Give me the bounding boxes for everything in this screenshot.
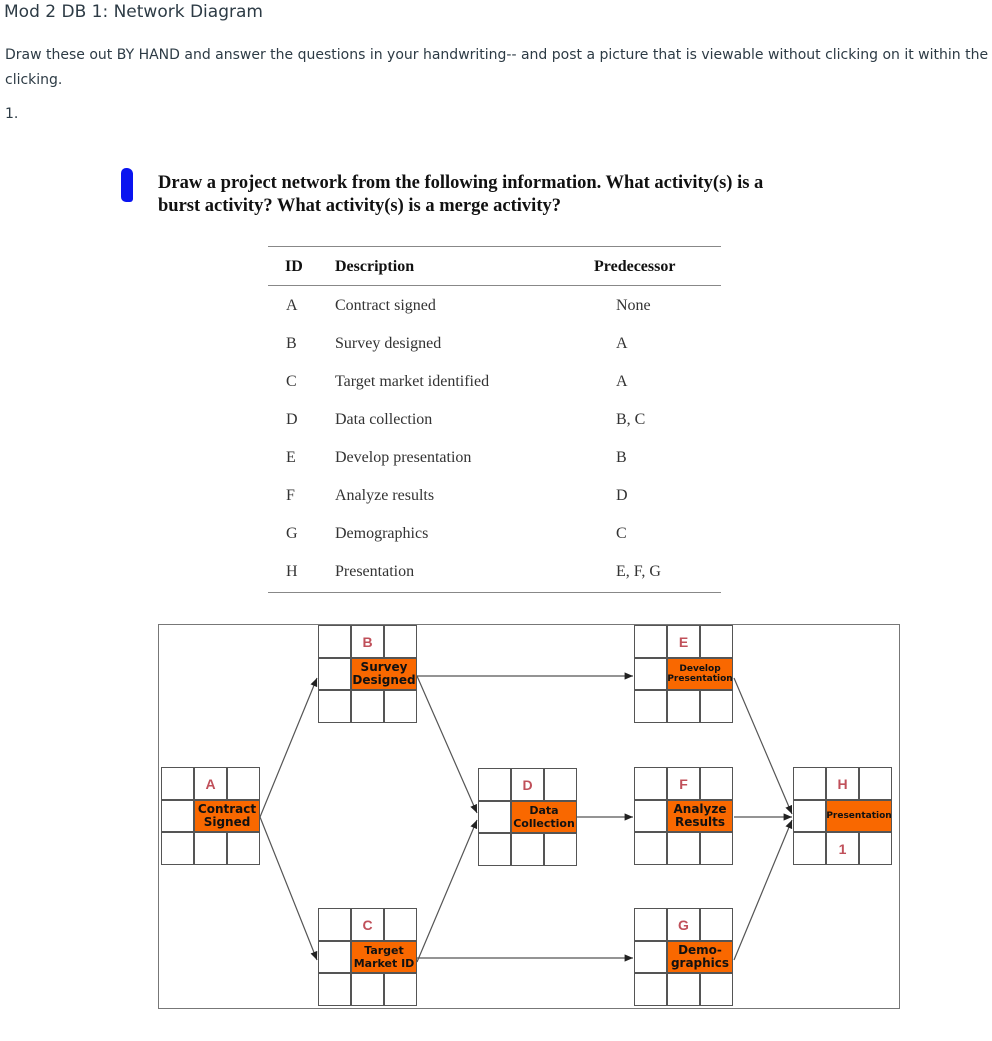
node-id-label: C bbox=[351, 908, 384, 941]
node-bottom-value bbox=[667, 973, 700, 1006]
node-cell bbox=[634, 690, 667, 723]
node-cell bbox=[793, 832, 826, 865]
node-id-label: H bbox=[826, 767, 859, 800]
node-cell bbox=[478, 833, 511, 866]
node-cell bbox=[318, 625, 351, 658]
table-cell-id: F bbox=[286, 487, 295, 504]
node-bottom-value bbox=[351, 973, 384, 1006]
node-bottom-value bbox=[351, 690, 384, 723]
arrow-c-d bbox=[417, 820, 477, 962]
table-cell-id: D bbox=[286, 411, 298, 428]
node-cell bbox=[700, 832, 733, 865]
node-cell bbox=[161, 800, 194, 832]
instructions-line-2: clicking. bbox=[5, 72, 63, 88]
node-cell bbox=[227, 767, 260, 800]
table-cell-predecessor: A bbox=[616, 373, 628, 390]
node-cell bbox=[318, 941, 351, 973]
node-cell bbox=[544, 833, 577, 866]
node-name: Contract Signed bbox=[194, 800, 260, 832]
node-cell bbox=[700, 767, 733, 800]
table-cell-id: G bbox=[286, 525, 298, 542]
table-cell-id: E bbox=[286, 449, 296, 466]
table-cell-id: B bbox=[286, 335, 297, 352]
node-id-label: E bbox=[667, 625, 700, 658]
header-description: Description bbox=[335, 258, 415, 275]
node-cell bbox=[634, 767, 667, 800]
node-cell bbox=[634, 941, 667, 973]
node-cell bbox=[227, 832, 260, 865]
node-cell bbox=[859, 767, 892, 800]
table-cell-predecessor: A bbox=[616, 335, 628, 352]
node-cell bbox=[634, 800, 667, 832]
node-cell bbox=[700, 973, 733, 1006]
node-cell bbox=[634, 658, 667, 690]
node-bottom-value: 1 bbox=[826, 832, 859, 865]
table-cell-description: Presentation bbox=[335, 563, 415, 580]
instructions-line-1: Draw these out BY HAND and answer the questions in your handwriting-- and post a picture that is viewable without clicking on it within the bbox=[5, 47, 989, 63]
activity-node-c bbox=[318, 908, 417, 1006]
node-name: Demo-graphics bbox=[667, 941, 733, 973]
node-cell bbox=[384, 908, 417, 941]
table-cell-predecessor: None bbox=[616, 297, 651, 314]
table-cell-description: Data collection bbox=[335, 411, 433, 428]
table-cell-predecessor: D bbox=[616, 487, 628, 504]
table-cell-description: Contract signed bbox=[335, 297, 436, 314]
node-cell bbox=[634, 973, 667, 1006]
node-cell bbox=[700, 908, 733, 941]
node-cell bbox=[793, 800, 826, 832]
table-cell-description: Survey designed bbox=[335, 335, 442, 352]
node-cell bbox=[859, 832, 892, 865]
node-name: Survey Designed bbox=[351, 658, 417, 690]
node-cell bbox=[478, 801, 511, 833]
node-cell bbox=[700, 690, 733, 723]
table-cell-description: Target market identified bbox=[335, 373, 490, 390]
node-bottom-value bbox=[511, 833, 544, 866]
node-id-label: A bbox=[194, 767, 227, 800]
page-title: Mod 2 DB 1: Network Diagram bbox=[4, 2, 263, 22]
header-id: ID bbox=[285, 258, 303, 275]
question-line-1: Draw a project network from the following information. What activity(s) is a bbox=[158, 173, 764, 193]
node-bottom-value bbox=[667, 832, 700, 865]
table-cell-id: A bbox=[286, 297, 298, 314]
table-cell-description: Analyze results bbox=[335, 487, 435, 504]
table-cell-predecessor: B, C bbox=[616, 411, 646, 428]
table-cell-description: Develop presentation bbox=[335, 449, 472, 466]
node-name: Develop Presentation bbox=[667, 658, 733, 690]
node-cell bbox=[318, 973, 351, 1006]
activity-node-a bbox=[161, 767, 260, 865]
table-cell-id: H bbox=[286, 563, 298, 580]
node-cell bbox=[318, 908, 351, 941]
node-cell bbox=[793, 767, 826, 800]
node-id-label: B bbox=[351, 625, 384, 658]
node-cell bbox=[544, 768, 577, 801]
node-cell bbox=[634, 832, 667, 865]
activity-node-e bbox=[634, 625, 733, 723]
arrow-b-d bbox=[417, 676, 477, 813]
node-cell bbox=[700, 625, 733, 658]
node-id-label: F bbox=[667, 767, 700, 800]
arrow-a-c bbox=[260, 817, 317, 960]
arrow-g-h bbox=[734, 820, 792, 960]
node-name: Data Collection bbox=[511, 801, 577, 833]
node-cell bbox=[384, 973, 417, 1006]
node-name: Presentation bbox=[826, 800, 892, 832]
node-id-label: D bbox=[511, 768, 544, 801]
activity-node-f bbox=[634, 767, 733, 865]
activity-node-d bbox=[478, 768, 577, 866]
question-line-2: burst activity? What activity(s) is a merge activity? bbox=[158, 196, 561, 216]
arrow-e-h bbox=[734, 678, 792, 814]
activity-node-g bbox=[634, 908, 733, 1006]
node-cell bbox=[634, 908, 667, 941]
table-cell-predecessor: E, F, G bbox=[616, 563, 661, 580]
table-cell-id: C bbox=[286, 373, 297, 390]
table-cell-predecessor: C bbox=[616, 525, 627, 542]
activity-node-h bbox=[793, 767, 892, 865]
node-bottom-value bbox=[194, 832, 227, 865]
table-cell-predecessor: B bbox=[616, 449, 627, 466]
activity-node-b bbox=[318, 625, 417, 723]
header-predecessor: Predecessor bbox=[594, 258, 676, 275]
node-id-label: G bbox=[667, 908, 700, 941]
list-number: 1. bbox=[5, 106, 19, 122]
node-cell bbox=[478, 768, 511, 801]
node-cell bbox=[634, 625, 667, 658]
node-cell bbox=[384, 625, 417, 658]
table-cell-description: Demographics bbox=[335, 525, 429, 542]
node-cell bbox=[384, 690, 417, 723]
node-cell bbox=[318, 658, 351, 690]
node-bottom-value bbox=[667, 690, 700, 723]
node-cell bbox=[161, 767, 194, 800]
arrow-a-b bbox=[260, 678, 317, 817]
node-name: Analyze Results bbox=[667, 800, 733, 832]
node-cell bbox=[318, 690, 351, 723]
node-cell bbox=[161, 832, 194, 865]
node-name: Target Market ID bbox=[351, 941, 417, 973]
